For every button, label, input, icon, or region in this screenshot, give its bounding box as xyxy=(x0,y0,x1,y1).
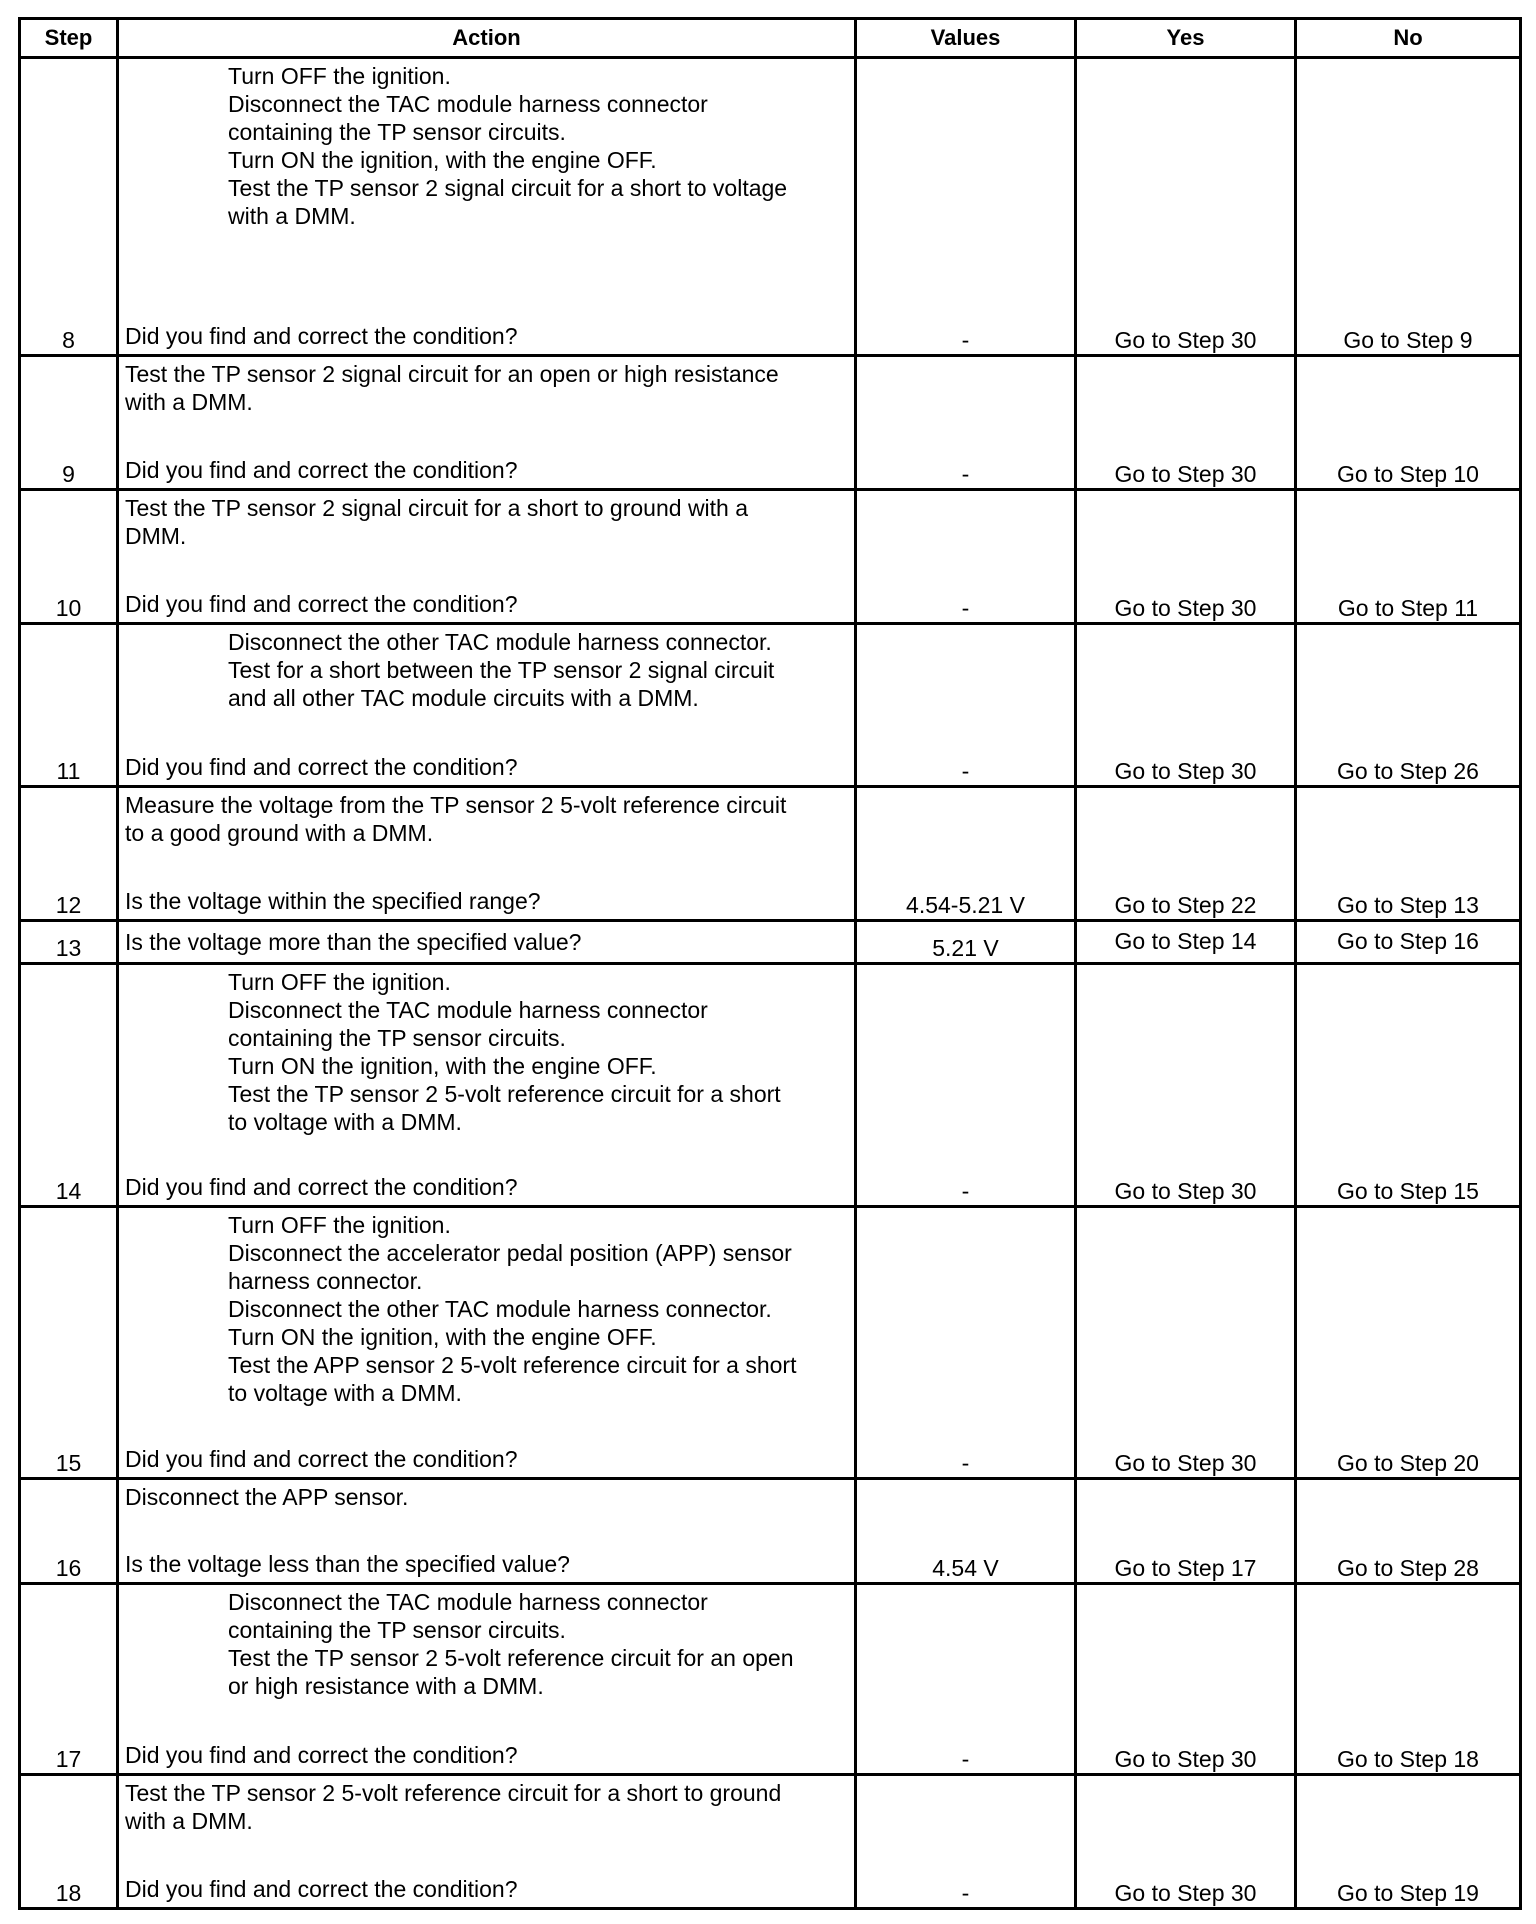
instruction-line: Disconnect the APP sensor. xyxy=(125,1484,409,1511)
table-row xyxy=(20,920,1521,963)
yes-cell: Go to Step 17 xyxy=(1076,1479,1296,1584)
step-number: 11 xyxy=(20,623,118,786)
action-question: Is the voltage within the specified range? xyxy=(125,887,541,914)
action-cell xyxy=(118,1584,856,1775)
instruction-line: Disconnect the other TAC module harness connector. xyxy=(228,628,772,655)
yes-cell: Go to Step 30 xyxy=(1076,1584,1296,1775)
table-row xyxy=(20,58,1521,356)
header-yes: Yes xyxy=(1076,19,1296,58)
table-body xyxy=(20,58,1521,1909)
instruction-line: with a DMM. xyxy=(125,1808,253,1835)
table-row xyxy=(20,1584,1521,1775)
yes-cell: Go to Step 30 xyxy=(1076,1775,1296,1909)
value-cell: 4.54 V xyxy=(856,1479,1076,1584)
instruction-line: to voltage with a DMM. xyxy=(228,1108,462,1135)
value-cell: 4.54-5.21 V xyxy=(856,786,1076,920)
no-cell: Go to Step 10 xyxy=(1296,356,1521,490)
table-row xyxy=(20,489,1521,623)
value-cell: - xyxy=(856,1584,1076,1775)
table-row xyxy=(20,1479,1521,1584)
no-cell: Go to Step 20 xyxy=(1296,1206,1521,1478)
action-instructions xyxy=(125,968,848,1136)
value-cell: - xyxy=(856,1206,1076,1478)
action-instructions xyxy=(125,1779,848,1835)
instruction-line: Disconnect the TAC module harness connector xyxy=(228,1589,708,1616)
value-cell: 5.21 V xyxy=(856,920,1076,963)
instruction-line: with a DMM. xyxy=(228,203,356,229)
instruction-line: Turn OFF the ignition. xyxy=(228,63,451,89)
instruction-line: with a DMM. xyxy=(125,389,253,416)
action-instructions xyxy=(125,1588,848,1700)
instruction-line: Turn ON the ignition, with the engine OFF. xyxy=(228,1323,657,1350)
instruction-line: Test the APP sensor 2 5-volt reference circuit for a short xyxy=(228,1351,797,1378)
action-cell xyxy=(118,356,856,490)
value-cell: - xyxy=(856,1775,1076,1909)
no-cell: Go to Step 15 xyxy=(1296,963,1521,1206)
table-row xyxy=(20,623,1521,786)
step-number: 8 xyxy=(20,58,118,356)
no-cell: Go to Step 19 xyxy=(1296,1775,1521,1909)
instruction-line: Turn OFF the ignition. xyxy=(228,1211,451,1238)
instruction-line: to a good ground with a DMM. xyxy=(125,819,434,846)
no-cell: Go to Step 11 xyxy=(1296,489,1521,623)
diagnostic-table xyxy=(18,17,1522,1910)
action-question: Did you find and correct the condition? xyxy=(125,1173,518,1200)
step-number: 15 xyxy=(20,1206,118,1478)
action-instructions xyxy=(125,1211,848,1407)
instruction-line: Turn ON the ignition, with the engine OFF. xyxy=(228,1052,657,1079)
yes-cell: Go to Step 30 xyxy=(1076,963,1296,1206)
no-cell: Go to Step 18 xyxy=(1296,1584,1521,1775)
value-cell: - xyxy=(856,489,1076,623)
header-step: Step xyxy=(20,19,118,58)
step-number: 18 xyxy=(20,1775,118,1909)
instruction-line: containing the TP sensor circuits. xyxy=(228,1617,566,1644)
yes-cell: Go to Step 30 xyxy=(1076,356,1296,490)
action-question: Did you find and correct the condition? xyxy=(125,753,518,780)
instruction-line: Disconnect the TAC module harness connector xyxy=(228,996,708,1023)
instruction-line: harness connector. xyxy=(228,1267,423,1294)
step-number: 10 xyxy=(20,489,118,623)
header-no: No xyxy=(1296,19,1521,58)
instruction-line: Test the TP sensor 2 5-volt reference circuit for a short xyxy=(228,1080,781,1107)
instruction-line: containing the TP sensor circuits. xyxy=(228,1024,566,1051)
yes-cell: Go to Step 30 xyxy=(1076,1206,1296,1478)
no-cell: Go to Step 13 xyxy=(1296,786,1521,920)
step-number: 12 xyxy=(20,786,118,920)
action-instructions xyxy=(125,494,848,550)
table-row xyxy=(20,786,1521,920)
action-cell xyxy=(118,786,856,920)
instruction-line: containing the TP sensor circuits. xyxy=(228,119,566,145)
value-cell: - xyxy=(856,356,1076,490)
step-number: 9 xyxy=(20,356,118,490)
action-cell xyxy=(118,963,856,1206)
action-cell xyxy=(118,58,856,356)
action-question: Did you find and correct the condition? xyxy=(125,1876,518,1902)
no-cell: Go to Step 28 xyxy=(1296,1479,1521,1584)
instruction-line: Turn OFF the ignition. xyxy=(228,968,451,995)
step-number: 16 xyxy=(20,1479,118,1584)
header-action: Action xyxy=(118,19,856,58)
action-cell xyxy=(118,489,856,623)
action-question: Did you find and correct the condition? xyxy=(125,590,518,617)
instruction-line: Test the TP sensor 2 signal circuit for a short to ground with a xyxy=(125,494,749,521)
yes-cell: Go to Step 30 xyxy=(1076,58,1296,356)
step-number: 13 xyxy=(20,920,118,963)
no-cell: Go to Step 16 xyxy=(1296,920,1521,963)
no-cell: Go to Step 26 xyxy=(1296,623,1521,786)
instruction-line: Disconnect the accelerator pedal position (APP) sensor xyxy=(228,1239,792,1266)
instruction-line: Test the TP sensor 2 signal circuit for a short to voltage xyxy=(228,175,788,201)
instruction-line: Test the TP sensor 2 5-volt reference circuit for a short to ground xyxy=(125,1780,782,1807)
instruction-line: Disconnect the TAC module harness connector xyxy=(228,91,708,117)
instruction-line: to voltage with a DMM. xyxy=(228,1379,462,1406)
value-cell: - xyxy=(856,58,1076,356)
table-row xyxy=(20,963,1521,1206)
action-question: Did you find and correct the condition? xyxy=(125,323,518,350)
action-instructions xyxy=(125,360,848,416)
header-values: Values xyxy=(856,19,1076,58)
step-number: 17 xyxy=(20,1584,118,1775)
table-row xyxy=(20,356,1521,490)
instruction-line: DMM. xyxy=(125,522,187,549)
yes-cell: Go to Step 30 xyxy=(1076,623,1296,786)
action-instructions xyxy=(125,62,848,230)
instruction-line: Disconnect the other TAC module harness connector. xyxy=(228,1295,772,1322)
action-cell xyxy=(118,1206,856,1478)
table-row xyxy=(20,1775,1521,1909)
action-cell xyxy=(118,623,856,786)
yes-cell: Go to Step 14 xyxy=(1076,920,1296,963)
action-instructions xyxy=(125,628,848,712)
instruction-line: Turn ON the ignition, with the engine OFF. xyxy=(228,147,657,173)
instruction-line: or high resistance with a DMM. xyxy=(228,1673,544,1700)
table-row xyxy=(20,1206,1521,1478)
header-row xyxy=(20,19,1521,58)
action-question: Did you find and correct the condition? xyxy=(125,456,518,483)
action-cell xyxy=(118,1479,856,1584)
action-cell xyxy=(118,1775,856,1909)
action-question: Did you find and correct the condition? xyxy=(125,1446,518,1473)
no-cell: Go to Step 9 xyxy=(1296,58,1521,356)
yes-cell: Go to Step 30 xyxy=(1076,489,1296,623)
action-question: Did you find and correct the condition? xyxy=(125,1742,518,1769)
action-cell xyxy=(118,920,856,963)
step-number: 14 xyxy=(20,963,118,1206)
instruction-line: Test for a short between the TP sensor 2 signal circuit xyxy=(228,656,775,683)
action-question: Is the voltage more than the specified value? xyxy=(125,928,582,955)
yes-cell: Go to Step 22 xyxy=(1076,786,1296,920)
value-cell: - xyxy=(856,963,1076,1206)
instruction-line: Test the TP sensor 2 signal circuit for an open or high resistance xyxy=(125,361,779,388)
instruction-line: Measure the voltage from the TP sensor 2 5-volt reference circuit xyxy=(125,791,787,818)
action-instructions xyxy=(125,791,848,847)
instruction-line: Test the TP sensor 2 5-volt reference circuit for an open xyxy=(228,1645,794,1672)
action-question: Is the voltage less than the specified value? xyxy=(125,1551,570,1578)
instruction-line: and all other TAC module circuits with a DMM. xyxy=(228,684,699,711)
action-instructions xyxy=(125,1483,848,1511)
value-cell: - xyxy=(856,623,1076,786)
